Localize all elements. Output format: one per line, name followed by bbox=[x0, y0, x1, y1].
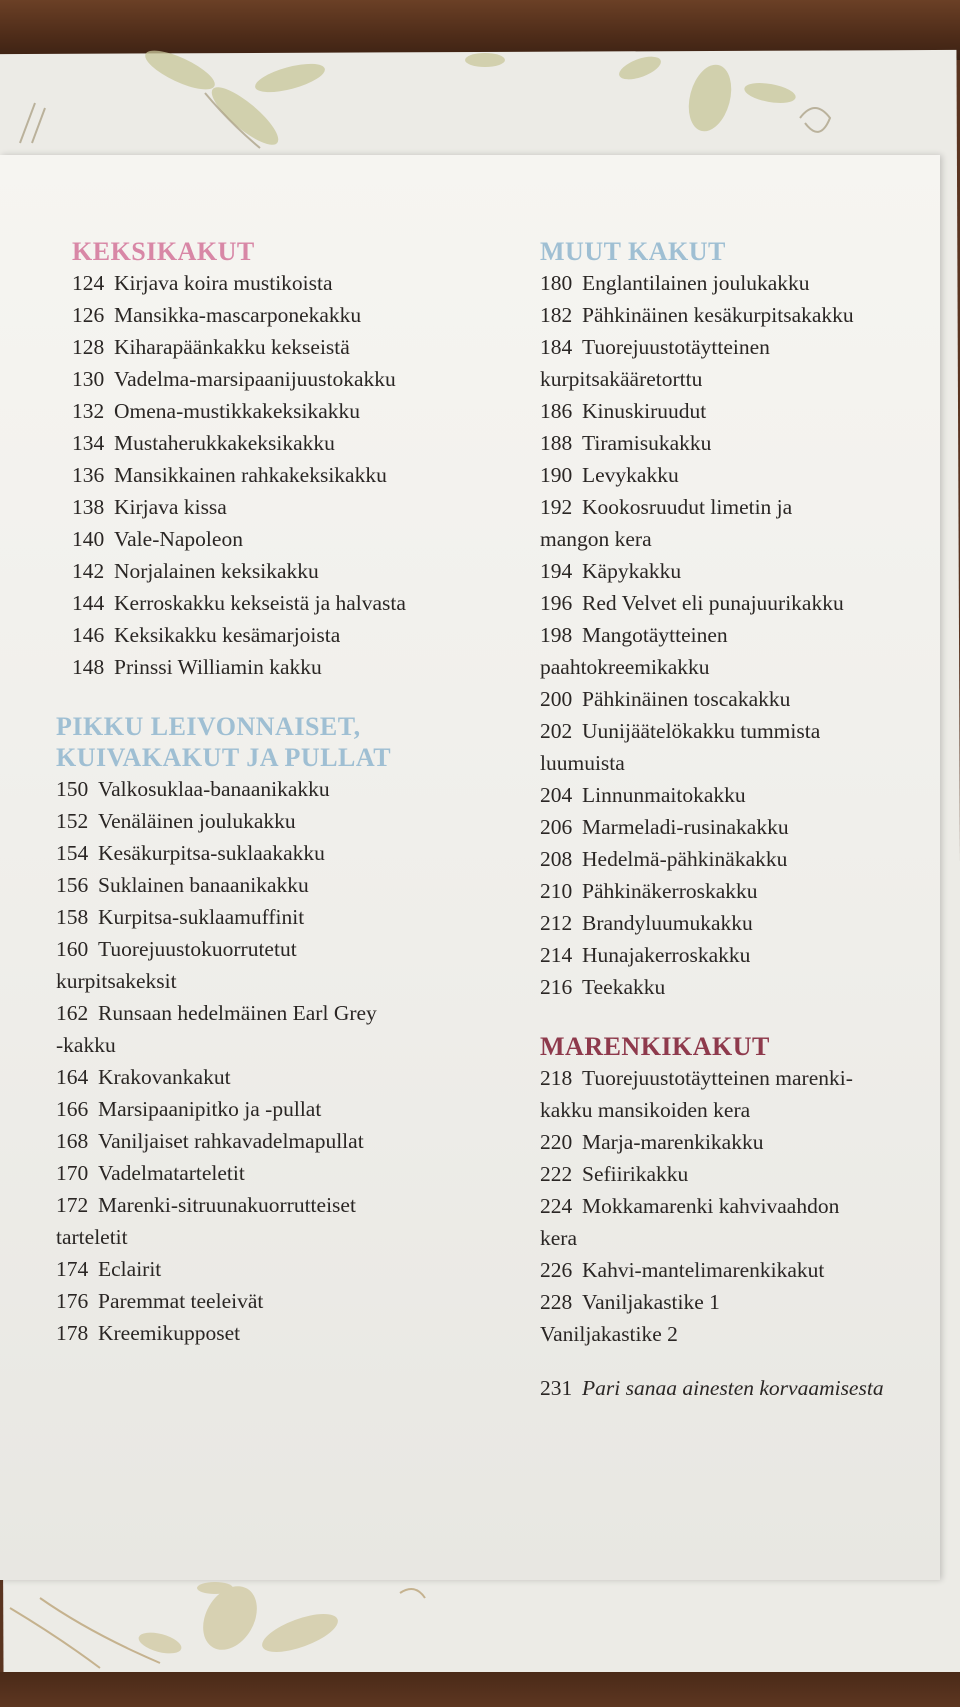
toc-entry bbox=[540, 331, 960, 363]
recipe-title: Tuorejuustotäytteinen marenki- bbox=[582, 1066, 853, 1090]
recipe-title: Kerroskakku kekseistä ja halvasta bbox=[114, 591, 406, 615]
page-number: 140 bbox=[72, 527, 105, 551]
toc-entry-continuation: tarteletit bbox=[56, 1225, 128, 1249]
recipe-title: Uunijäätelökakku tummista bbox=[582, 719, 821, 743]
page-number: 166 bbox=[56, 1097, 89, 1121]
page-number: 160 bbox=[56, 937, 89, 961]
toc-entry bbox=[540, 939, 960, 971]
page-number: 164 bbox=[56, 1065, 89, 1089]
section-heading: MARENKIKAKUT bbox=[540, 1032, 770, 1061]
page-number: 144 bbox=[72, 591, 105, 615]
page-number: 130 bbox=[72, 367, 105, 391]
recipe-title: Mansikka-mascarponekakku bbox=[114, 303, 362, 327]
toc-entry-continuation: mangon kera bbox=[540, 527, 652, 551]
page-number: 158 bbox=[56, 905, 89, 929]
toc-entry bbox=[540, 907, 960, 939]
toc-entry bbox=[56, 773, 476, 805]
page-number: 192 bbox=[540, 495, 573, 519]
recipe-title: Mustaherukkakeksikakku bbox=[114, 431, 335, 455]
page-number: 196 bbox=[540, 591, 573, 615]
recipe-title: Vaniljaiset rahkavadelmapullat bbox=[98, 1129, 364, 1153]
recipe-title: Hedelmä-pähkinäkakku bbox=[582, 847, 788, 871]
toc-entry bbox=[56, 363, 476, 395]
recipe-title: Kesäkurpitsa-suklaakakku bbox=[98, 841, 325, 865]
recipe-title: Prinssi Williamin kakku bbox=[114, 655, 322, 679]
page-number: 212 bbox=[540, 911, 573, 935]
recipe-title: Kiharapäänkakku kekseistä bbox=[114, 335, 350, 359]
toc-entry bbox=[540, 875, 960, 907]
page-number: 154 bbox=[56, 841, 89, 865]
toc-entry bbox=[56, 1061, 476, 1093]
page-number: 204 bbox=[540, 783, 573, 807]
toc-entry bbox=[540, 1286, 960, 1318]
page-number: 138 bbox=[72, 495, 105, 519]
page-number: 162 bbox=[56, 1001, 89, 1025]
toc-entry bbox=[56, 491, 476, 523]
toc-entry bbox=[56, 1125, 476, 1157]
recipe-title: Hunajakerroskakku bbox=[582, 943, 751, 967]
page-number: 172 bbox=[56, 1193, 89, 1217]
toc-entry-continuation: kurpitsakeksit bbox=[56, 969, 177, 993]
toc-entry bbox=[540, 1254, 960, 1286]
recipe-title: Vale-Napoleon bbox=[114, 527, 243, 551]
toc-entry bbox=[540, 619, 960, 651]
recipe-title: Sefiirikakku bbox=[582, 1162, 689, 1186]
page-number: 186 bbox=[540, 399, 573, 423]
recipe-title: Tuorejuustokuorrutetut bbox=[98, 937, 297, 961]
recipe-title: Paremmat teeleivät bbox=[98, 1289, 264, 1313]
recipe-title: Teekakku bbox=[582, 975, 666, 999]
page-number: 200 bbox=[540, 687, 573, 711]
recipe-title: Mokkamarenki kahvivaahdon bbox=[582, 1194, 840, 1218]
leaf-decoration-bottom bbox=[0, 1578, 960, 1673]
leaf-decoration-top bbox=[0, 48, 960, 158]
page-number: 168 bbox=[56, 1129, 89, 1153]
toc-entry bbox=[56, 331, 476, 363]
recipe-title: Pähkinäinen kesäkurpitsakakku bbox=[582, 303, 854, 327]
page-number: 134 bbox=[72, 431, 105, 455]
recipe-title: Vaniljakastike 1 bbox=[582, 1290, 720, 1314]
toc-entry-continuation: paahtokreemikakku bbox=[540, 655, 710, 679]
page-number: 208 bbox=[540, 847, 573, 871]
toc-entry-continuation: -kakku bbox=[56, 1033, 116, 1057]
toc-entry bbox=[540, 779, 960, 811]
recipe-title: Vadelma-marsipaanijuustokakku bbox=[114, 367, 396, 391]
recipe-title: Marenki-sitruunakuorrutteiset bbox=[98, 1193, 356, 1217]
toc-entry-final bbox=[540, 1372, 960, 1404]
page-number: 214 bbox=[540, 943, 573, 967]
page-number: 224 bbox=[540, 1194, 573, 1218]
toc-right-column bbox=[540, 236, 960, 1404]
toc-section-pikku-leivonnaiset bbox=[56, 711, 476, 1349]
recipe-title: Kirjava kissa bbox=[114, 495, 227, 519]
page-number: 218 bbox=[540, 1066, 573, 1090]
toc-section-marenkikakut bbox=[540, 1031, 960, 1350]
recipe-title: Pähkinäkerroskakku bbox=[582, 879, 758, 903]
recipe-title: Marsipaanipitko ja -pullat bbox=[98, 1097, 322, 1121]
page-number: 142 bbox=[72, 559, 105, 583]
recipe-title: Brandyluumukakku bbox=[582, 911, 753, 935]
page-number: 202 bbox=[540, 719, 573, 743]
toc-entry bbox=[56, 1317, 476, 1349]
toc-left-column bbox=[56, 236, 476, 1349]
section-heading-line: KUIVAKAKUT JA PULLAT bbox=[56, 743, 392, 772]
recipe-title: Omena-mustikkakeksikakku bbox=[114, 399, 361, 423]
recipe-title: Marja-marenkikakku bbox=[582, 1130, 764, 1154]
page-number: 126 bbox=[72, 303, 105, 327]
toc-entry bbox=[56, 267, 476, 299]
toc-entry bbox=[540, 1190, 960, 1222]
toc-entry bbox=[56, 555, 476, 587]
toc-entry bbox=[540, 1126, 960, 1158]
toc-entry bbox=[540, 459, 960, 491]
toc-entry-continuation: luumuista bbox=[540, 751, 625, 775]
recipe-title: Keksikakku kesämarjoista bbox=[114, 623, 341, 647]
toc-entry bbox=[540, 395, 960, 427]
toc-entry bbox=[56, 427, 476, 459]
toc-entry bbox=[56, 651, 476, 683]
recipe-title: Kirjava koira mustikoista bbox=[114, 271, 333, 295]
page-number: 146 bbox=[72, 623, 105, 647]
recipe-title: Vadelmatarteletit bbox=[98, 1161, 245, 1185]
toc-entry bbox=[540, 843, 960, 875]
toc-section-muut-kakut bbox=[540, 236, 960, 1003]
toc-entry bbox=[56, 997, 476, 1029]
toc-entry bbox=[56, 523, 476, 555]
recipe-title: Kahvi-mantelimarenkikakut bbox=[582, 1258, 825, 1282]
recipe-title: Marmeladi-rusinakakku bbox=[582, 815, 789, 839]
toc-entry bbox=[540, 267, 960, 299]
toc-entry bbox=[540, 1062, 960, 1094]
page-number: 136 bbox=[72, 463, 105, 487]
page-number: 128 bbox=[72, 335, 105, 359]
recipe-title: Suklainen banaanikakku bbox=[98, 873, 309, 897]
recipe-title: Kreemikupposet bbox=[98, 1321, 241, 1345]
page-number: 148 bbox=[72, 655, 105, 679]
recipe-title: Eclairit bbox=[98, 1257, 162, 1281]
toc-entry-continuation: kurpitsakääretorttu bbox=[540, 367, 703, 391]
toc-entry bbox=[56, 619, 476, 651]
section-heading: MUUT KAKUT bbox=[540, 237, 726, 266]
toc-entry bbox=[540, 971, 960, 1003]
page-number: 176 bbox=[56, 1289, 89, 1313]
recipe-title: Norjalainen keksikakku bbox=[114, 559, 319, 583]
toc-entry bbox=[540, 491, 960, 523]
toc-entry bbox=[56, 395, 476, 427]
page-number: 220 bbox=[540, 1130, 573, 1154]
toc-entry-continuation: kera bbox=[540, 1226, 577, 1250]
recipe-title: Krakovankakut bbox=[98, 1065, 231, 1089]
toc-entry bbox=[56, 837, 476, 869]
page-number: 178 bbox=[56, 1321, 89, 1345]
recipe-title: Venäläinen joulukakku bbox=[98, 809, 296, 833]
toc-entry bbox=[540, 683, 960, 715]
recipe-title: Tuorejuustotäytteinen bbox=[582, 335, 770, 359]
page-number: 184 bbox=[540, 335, 573, 359]
page-number: 132 bbox=[72, 399, 105, 423]
section-heading: KEKSIKAKUT bbox=[72, 237, 255, 266]
page-number: 210 bbox=[540, 879, 573, 903]
page-number: 180 bbox=[540, 271, 573, 295]
toc-entry bbox=[540, 1158, 960, 1190]
toc-entry bbox=[56, 869, 476, 901]
page-number: 152 bbox=[56, 809, 89, 833]
recipe-title: Käpykakku bbox=[582, 559, 682, 583]
toc-entry bbox=[56, 1093, 476, 1125]
toc-entry bbox=[540, 299, 960, 331]
toc-entry bbox=[540, 427, 960, 459]
recipe-title: Levykakku bbox=[582, 463, 679, 487]
page-number: 188 bbox=[540, 431, 573, 455]
page-number: 190 bbox=[540, 463, 573, 487]
recipe-title: Mansikkainen rahkakeksikakku bbox=[114, 463, 387, 487]
page-number: 150 bbox=[56, 777, 89, 801]
recipe-title: Mangotäytteinen bbox=[582, 623, 728, 647]
recipe-title: Valkosuklaa-banaanikakku bbox=[98, 777, 330, 801]
toc-entry-continuation: Vaniljakastike 2 bbox=[540, 1322, 678, 1346]
recipe-title: Kookosruudut limetin ja bbox=[582, 495, 793, 519]
toc-entry bbox=[56, 587, 476, 619]
toc-entry bbox=[56, 1253, 476, 1285]
section-heading-line: PIKKU LEIVONNAISET, bbox=[56, 712, 361, 741]
recipe-title: Runsaan hedelmäinen Earl Grey bbox=[98, 1001, 377, 1025]
page-number: 170 bbox=[56, 1161, 89, 1185]
recipe-title: Kurpitsa-suklaamuffinit bbox=[98, 905, 305, 929]
recipe-title: Englantilainen joulukakku bbox=[582, 271, 810, 295]
toc-entry bbox=[56, 901, 476, 933]
toc-entry bbox=[540, 555, 960, 587]
page-number: 231 bbox=[540, 1376, 573, 1400]
recipe-title: Kinuskiruudut bbox=[582, 399, 707, 423]
page-number: 222 bbox=[540, 1162, 573, 1186]
toc-entry bbox=[56, 1285, 476, 1317]
page-number: 216 bbox=[540, 975, 573, 999]
page-number: 156 bbox=[56, 873, 89, 897]
page-number: 124 bbox=[72, 271, 105, 295]
recipe-title: Tiramisukakku bbox=[582, 431, 712, 455]
recipe-title: Linnunmaitokakku bbox=[582, 783, 746, 807]
toc-entry bbox=[56, 805, 476, 837]
page-number: 174 bbox=[56, 1257, 89, 1281]
wooden-table-bottom bbox=[0, 1672, 960, 1707]
toc-entry bbox=[56, 1189, 476, 1221]
toc-entry bbox=[56, 1157, 476, 1189]
page-number: 206 bbox=[540, 815, 573, 839]
page-number: 182 bbox=[540, 303, 573, 327]
toc-entry bbox=[540, 811, 960, 843]
section-heading bbox=[56, 711, 476, 773]
toc-entry bbox=[56, 933, 476, 965]
recipe-title: Red Velvet eli punajuurikakku bbox=[582, 591, 844, 615]
toc-entry bbox=[56, 299, 476, 331]
toc-entry-continuation: kakku mansikoiden kera bbox=[540, 1098, 751, 1122]
toc-entry bbox=[540, 715, 960, 747]
page-number: 226 bbox=[540, 1258, 573, 1282]
page-number: 198 bbox=[540, 623, 573, 647]
toc-section-keksikakut bbox=[56, 236, 476, 683]
page-number: 228 bbox=[540, 1290, 573, 1314]
toc-entry bbox=[56, 459, 476, 491]
recipe-title: Pähkinäinen toscakakku bbox=[582, 687, 791, 711]
recipe-title: Pari sanaa ainesten korvaamisesta bbox=[582, 1376, 884, 1400]
page-number: 194 bbox=[540, 559, 573, 583]
toc-entry bbox=[540, 587, 960, 619]
